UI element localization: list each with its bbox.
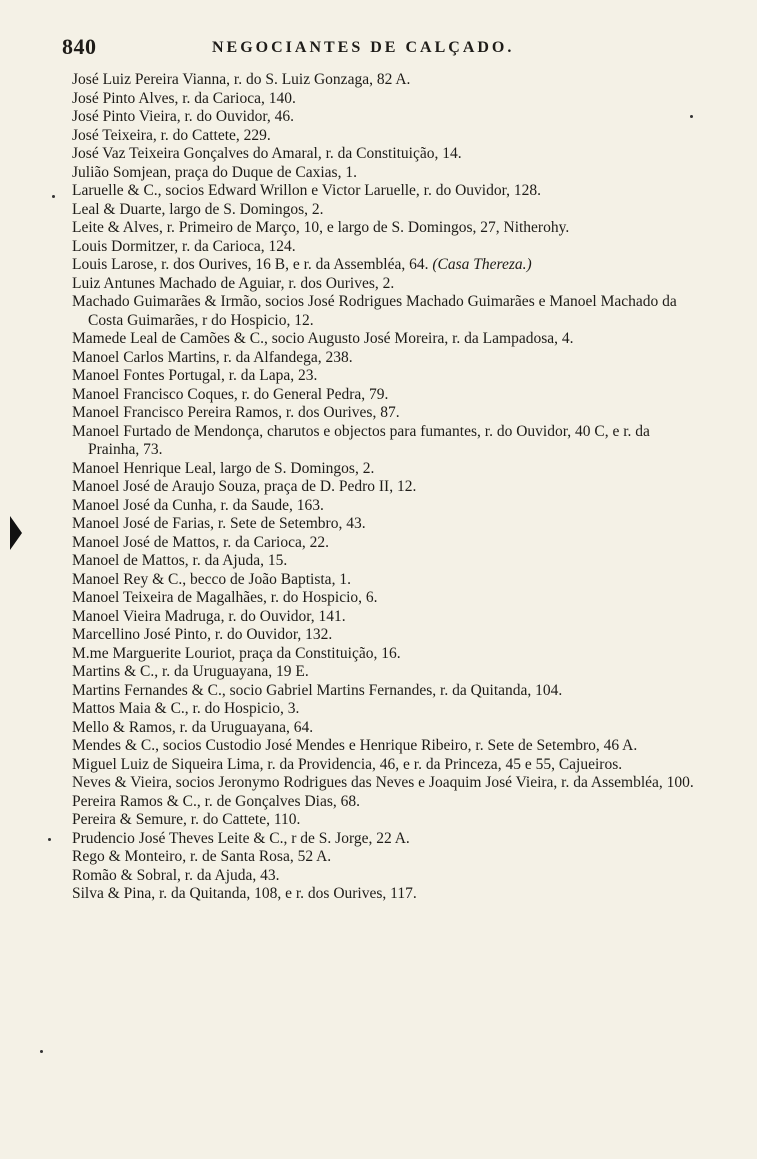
- list-item: Julião Somjean, praça do Duque de Caxias, 1.: [72, 163, 357, 181]
- list-item: Manoel Furtado de Mendonça, charutos e objectos para fumantes, r. do Ouvidor, 40 C, e r. da Prainha, 73.: [72, 422, 650, 458]
- list-item: Manoel Rey & C., becco de João Baptista, 1.: [72, 570, 351, 588]
- list-item: José Pinto Vieira, r. do Ouvidor, 46.: [72, 108, 295, 125]
- list-item: Prudencio José Theves Leite & C., r de S. Jorge, 22 A.: [72, 829, 410, 847]
- list-item: Mello & Ramos, r. da Uruguayana, 64.: [72, 718, 314, 736]
- list-item: Rego & Monteiro, r. de Santa Rosa, 52 A.: [72, 848, 332, 865]
- list-item: Laruelle & C., socios Edward Wrillon e Victor Laruelle, r. do Ouvidor, 128.: [72, 182, 542, 199]
- list-item: [72, 256, 702, 275]
- list-item: Manoel Carlos Martins, r. da Alfandega, 238.: [72, 348, 353, 366]
- list-item: Luiz Antunes Machado de Aguiar, r. dos Ourives, 2.: [72, 274, 395, 292]
- ink-speck: [48, 838, 51, 841]
- list-item: Manoel José de Mattos, r. da Carioca, 22.: [72, 533, 329, 551]
- list-item: M.me Marguerite Louriot, praça da Constituição, 16.: [72, 644, 401, 662]
- list-item: José Teixeira, r. do Cattete, 229.: [72, 126, 271, 144]
- list-item: Mendes & C., socios Custodio José Mendes e Henrique Ribeiro, r. Sete de Setembro, 46 A.: [72, 737, 638, 754]
- list-item: Manoel Fontes Portugal, r. da Lapa, 23.: [72, 367, 318, 384]
- list-item: Miguel Luiz de Siqueira Lima, r. da Providencia, 46, e r. da Princeza, 45 e 55, Cajueiros.: [72, 755, 623, 773]
- entry-text: Louis Larose, r. dos Ourives, 16 B, e r. da Assembléa, 64.: [72, 256, 429, 273]
- merchant-list: [72, 71, 702, 904]
- margin-arrow-mark: [10, 516, 22, 550]
- running-title: NEGOCIANTES DE CALÇADO.: [212, 39, 515, 56]
- list-item: Silva & Pina, r. da Quitanda, 108, e r. dos Ourives, 117.: [72, 885, 417, 902]
- list-item: Manoel José de Farias, r. Sete de Setembro, 43.: [72, 515, 366, 532]
- list-item: Mamede Leal de Camões & C., socio Augusto José Moreira, r. da Lampadosa, 4.: [72, 330, 574, 347]
- list-item: Pereira & Semure, r. do Cattete, 110.: [72, 811, 301, 828]
- list-item: Manoel José da Cunha, r. da Saude, 163.: [72, 496, 324, 514]
- list-item: Louis Dormitzer, r. da Carioca, 124.: [72, 237, 296, 255]
- list-item: José Vaz Teixeira Gonçalves do Amaral, r. da Constituição, 14.: [72, 145, 462, 162]
- list-item: Manoel Vieira Madruga, r. do Ouvidor, 141.: [72, 607, 346, 625]
- list-item: José Luiz Pereira Vianna, r. do S. Luiz Gonzaga, 82 A.: [72, 71, 411, 88]
- list-item: Manoel Teixeira de Magalhães, r. do Hospicio, 6.: [72, 589, 378, 606]
- list-item: Manoel Henrique Leal, largo de S. Domingos, 2.: [72, 459, 375, 477]
- page-number: 840: [62, 34, 97, 59]
- list-item: Manoel Francisco Pereira Ramos, r. dos Ourives, 87.: [72, 404, 400, 421]
- page-header: [62, 34, 692, 64]
- list-item: Leal & Duarte, largo de S. Domingos, 2.: [72, 200, 324, 218]
- list-item: Manoel José de Araujo Souza, praça de D. Pedro II, 12.: [72, 478, 417, 495]
- list-item: Manoel de Mattos, r. da Ajuda, 15.: [72, 552, 288, 569]
- list-item: Neves & Vieira, socios Jeronymo Rodrigues das Neves e Joaquim José Vieira, r. da Assembléa, 100.: [72, 774, 694, 791]
- list-item: Manoel Francisco Coques, r. do General Pedra, 79.: [72, 385, 389, 403]
- list-item: Mattos Maia & C., r. do Hospicio, 3.: [72, 700, 300, 717]
- list-item: Martins & C., r. da Uruguayana, 19 E.: [72, 663, 309, 680]
- ink-speck: [52, 195, 55, 198]
- list-item: Leite & Alves, r. Primeiro de Março, 10, e largo de S. Domingos, 27, Nitherohy.: [72, 219, 570, 236]
- list-item: Machado Guimarães & Irmão, socios José Rodrigues Machado Guimarães e Manoel Machado da Costa Guimarães, r do Hospicio, 12.: [72, 293, 677, 329]
- ink-speck: [40, 1050, 43, 1053]
- list-item: Martins Fernandes & C., socio Gabriel Martins Fernandes, r. da Quitanda, 104.: [72, 681, 563, 699]
- list-item: Marcellino José Pinto, r. do Ouvidor, 132.: [72, 626, 333, 643]
- entry-note: (Casa Thereza.): [432, 256, 532, 273]
- list-item: Pereira Ramos & C., r. de Gonçalves Dias, 68.: [72, 792, 360, 810]
- list-item: Romão & Sobral, r. da Ajuda, 43.: [72, 866, 280, 884]
- list-item: José Pinto Alves, r. da Carioca, 140.: [72, 89, 296, 107]
